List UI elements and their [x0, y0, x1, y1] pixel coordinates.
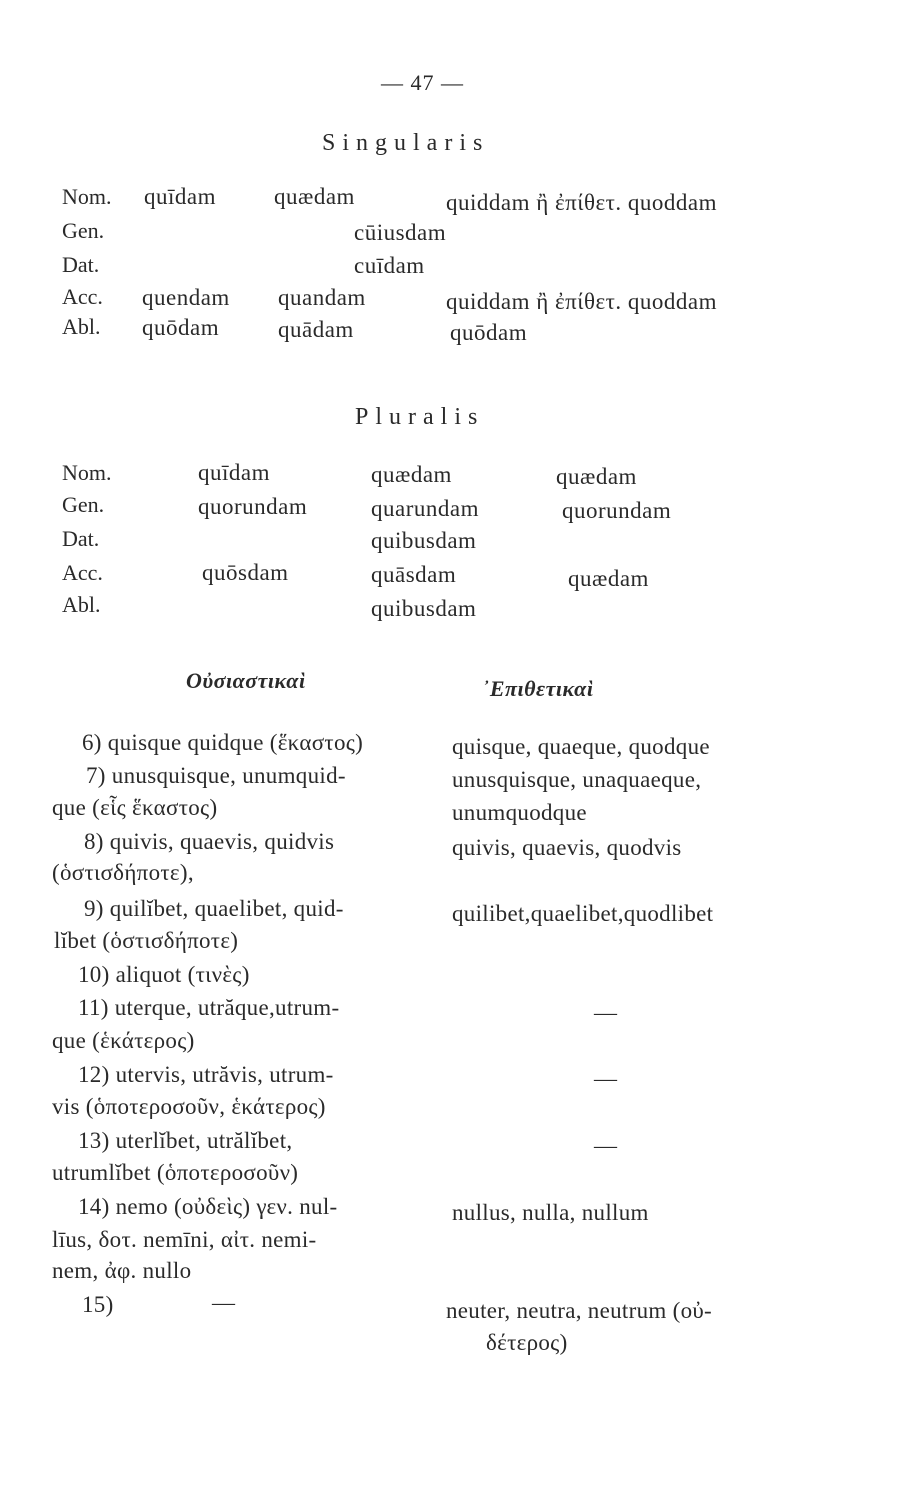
entry-line: 14) nemo (οὐδεὶς) γεν. nul- — [78, 1194, 338, 1219]
substantives-heading: Οὐσιαστικαὶ — [186, 668, 306, 693]
case-label: Abl. — [62, 314, 101, 339]
case-label: Abl. — [62, 592, 101, 617]
pluralis-heading: Pluralis — [355, 404, 485, 430]
entry-line: vis (ὁποτεροσοῦν, ἑκάτερος) — [52, 1094, 326, 1119]
fem-form: quædam — [274, 184, 355, 209]
masc-form: quōdam — [142, 315, 220, 340]
common-form: quibusdam — [371, 596, 477, 621]
entry-line: quivis, quaevis, quodvis — [452, 835, 682, 860]
entry-line: lĭbet (ὁστισδήποτε) — [54, 928, 239, 953]
common-form: quibusdam — [371, 528, 477, 553]
common-form: cuīdam — [354, 253, 425, 278]
masc-form: quīdam — [144, 184, 216, 209]
entry-line: nullus, nulla, nullum — [452, 1200, 649, 1225]
entry-line: quisque, quaeque, quodque — [452, 734, 710, 759]
entry-line: 12) utervis, utrăvis, utrum- — [78, 1062, 334, 1087]
entry-line: 11) uterque, utrăque,utrum- — [78, 995, 340, 1020]
entry-line: līus, δοτ. nemīni, αἰτ. nemi- — [52, 1227, 317, 1252]
masc-form: quōsdam — [202, 560, 289, 585]
case-label: Acc. — [62, 560, 103, 585]
case-label: Gen. — [62, 218, 105, 243]
case-label: Acc. — [62, 284, 103, 309]
case-label: Gen. — [62, 492, 105, 517]
adjectives-heading: ᾿Επιθετικαὶ — [482, 676, 594, 701]
fem-form: quædam — [371, 462, 452, 487]
entry-line: 6) quisque quidque (ἕκαστος) — [82, 730, 364, 755]
fem-form: quandam — [278, 285, 366, 310]
masc-form: quorundam — [198, 494, 308, 519]
singularis-heading: Singularis — [322, 130, 490, 156]
page-number: — 47 — — [381, 70, 464, 95]
entry-line: quilibet,quaelibet,quodlibet — [452, 901, 714, 926]
entry-line: unumquodque — [452, 800, 587, 825]
neut-form: quōdam — [450, 320, 528, 345]
neut-form: quorundam — [562, 498, 672, 523]
entry-number: 15) — [82, 1292, 114, 1317]
case-label: Dat. — [62, 252, 100, 277]
entry-line: neuter, neutra, neutrum (οὐ- — [446, 1298, 713, 1323]
masc-form: quīdam — [198, 460, 270, 485]
entry-line: 8) quivis, quaevis, quidvis — [84, 829, 335, 854]
em-dash: — — [212, 1290, 236, 1315]
neut-form: quædam — [568, 566, 649, 591]
em-dash: — — [594, 1066, 618, 1091]
entry-line: utrumlĭbet (ὁποτεροσοῦν) — [52, 1160, 299, 1185]
em-dash: — — [594, 1133, 618, 1158]
entry-line: unusquisque, unaquaeque, — [452, 767, 702, 792]
fem-form: quāsdam — [371, 562, 457, 587]
neut-form: quiddam ἢ ἐπίθετ. quoddam — [446, 190, 717, 215]
case-label: Dat. — [62, 526, 100, 551]
case-label: Nom. — [62, 184, 112, 209]
entry-line: 10) aliquot (τινὲς) — [78, 962, 250, 987]
masc-form: quendam — [142, 285, 230, 310]
neut-form: quiddam ἢ ἐπίθετ. quoddam — [446, 289, 717, 314]
entry-line: 7) unusquisque, unumquid- — [86, 763, 346, 788]
entry-line: δέτερος) — [486, 1330, 568, 1355]
neut-form: quædam — [556, 464, 637, 489]
em-dash: — — [594, 1000, 618, 1025]
entry-line: 13) uterlĭbet, utrălĭbet, — [78, 1128, 293, 1153]
entry-line: (ὁστισδήποτε), — [52, 860, 194, 885]
common-form: cūiusdam — [354, 220, 447, 245]
entry-line: que (εἷς ἕκαστος) — [52, 795, 218, 820]
case-label: Nom. — [62, 460, 112, 485]
entry-line: que (ἑκάτερος) — [52, 1028, 195, 1053]
fem-form: quādam — [278, 317, 354, 342]
entry-line: nem, ἀφ. nullo — [52, 1258, 192, 1283]
entry-line: 9) quilĭbet, quaelibet, quid- — [84, 896, 344, 921]
fem-form: quarundam — [371, 496, 479, 521]
